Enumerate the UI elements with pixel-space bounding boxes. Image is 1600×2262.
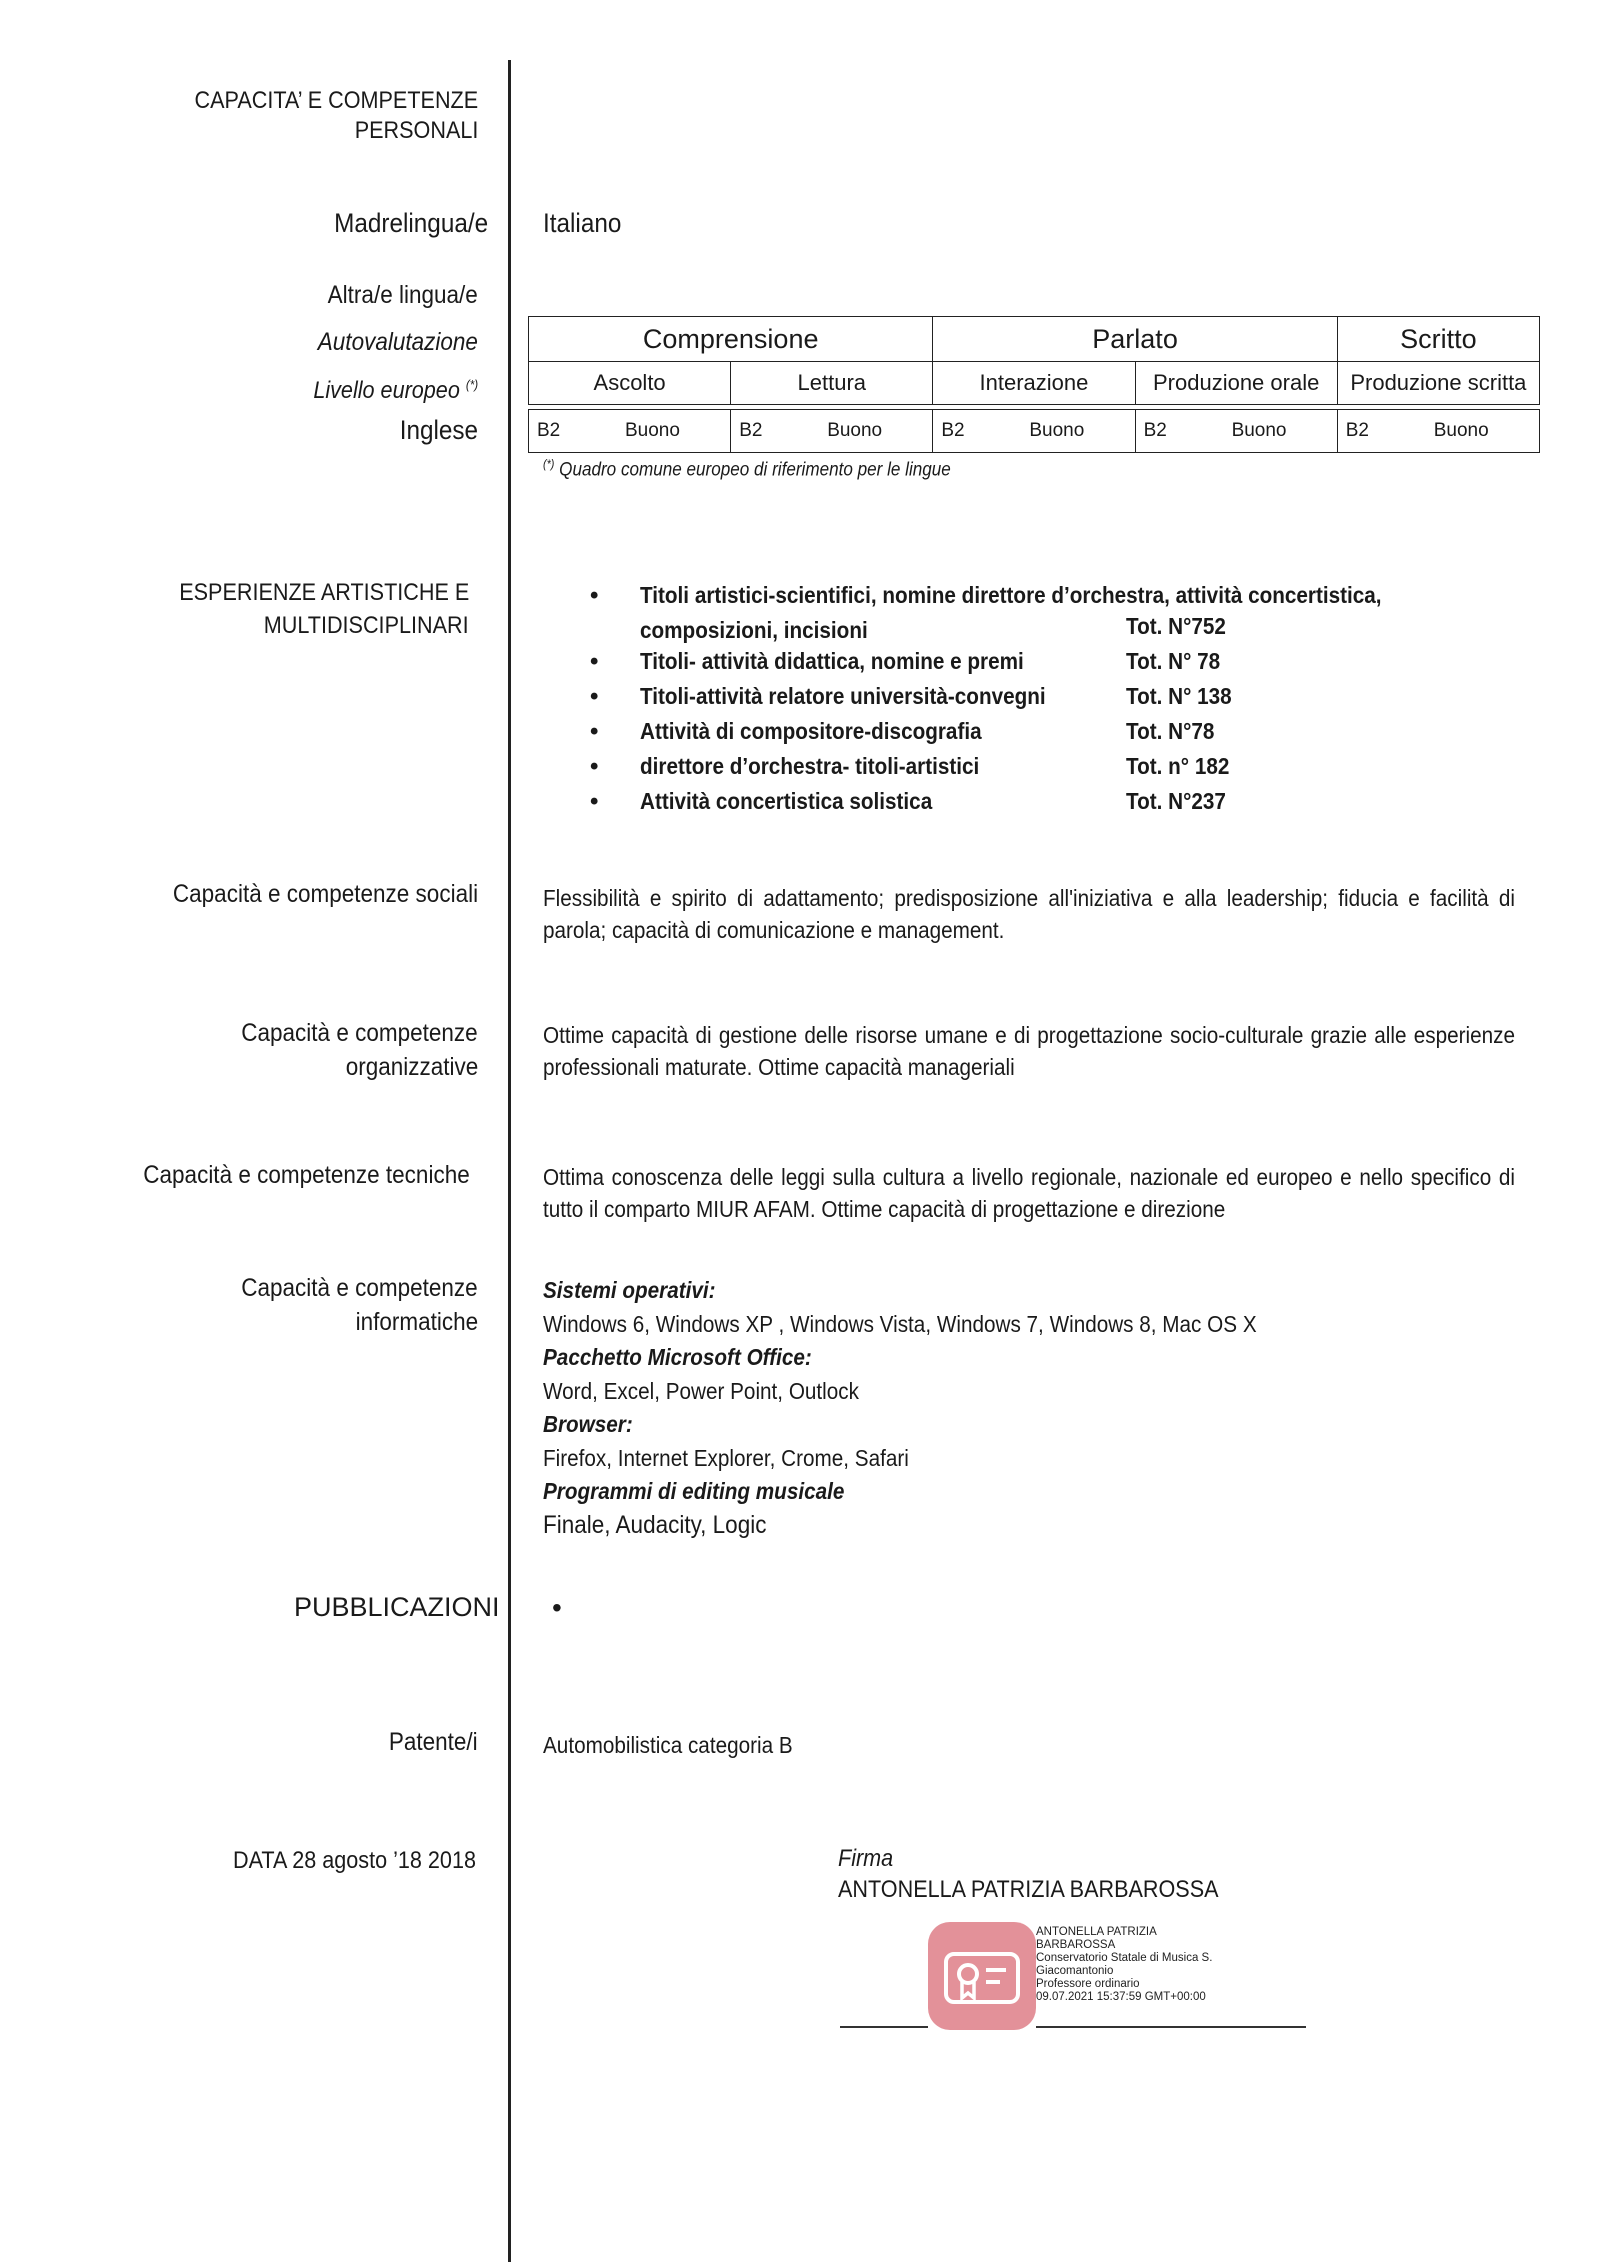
item-total: Tot. n° 182 [1126, 753, 1230, 779]
european-level-text: Livello europeo [313, 377, 460, 404]
item-text: direttore d’orchestra- titoli-artistici [640, 753, 980, 779]
self-assessment-label: Autovalutazione [317, 328, 478, 356]
header-comprensione: Comprensione [529, 317, 933, 362]
signer-name: ANTONELLA PATRIZIA BARBAROSSA [838, 1876, 1219, 1903]
item-text: Titoli- attività didattica, nomine e premi [640, 648, 1024, 674]
social-skills-label: Capacità e competenze sociali [172, 880, 478, 908]
music-editing-title: Programmi di editing musicale [543, 1478, 845, 1504]
item-total: Tot. N° 138 [1126, 683, 1232, 709]
office-title: Pacchetto Microsoft Office: [543, 1344, 812, 1370]
artistic-list [590, 578, 1490, 819]
signature-line-right [1036, 2026, 1306, 2028]
vertical-divider [508, 60, 511, 2262]
subheader-interazione: Interazione [933, 362, 1135, 405]
it-skills-label-line2: informatiche [355, 1308, 478, 1336]
language-table-subheader-row [529, 362, 1540, 405]
item-text: Attività concertistica solistica [640, 788, 933, 814]
european-level-mark: (*) [465, 377, 478, 392]
bullet-icon: • [590, 648, 599, 675]
bullet-icon: • [590, 788, 599, 815]
table-cell [1337, 410, 1539, 453]
footnote-text: Quadro comune europeo di riferimento per le lingue [559, 459, 951, 481]
item-total: Tot. N°752 [1126, 613, 1226, 639]
office-text: Word, Excel, Power Point, Outlock [543, 1378, 859, 1404]
language-table-header-row [529, 317, 1540, 362]
certificate-icon [928, 1922, 1036, 2030]
cell-level: B2 [941, 420, 965, 441]
publications-bullet-icon: • [552, 1592, 562, 1623]
signature-line-left [840, 2026, 928, 2028]
footnote-mark: (*) [543, 457, 555, 471]
list-item [590, 749, 1490, 784]
list-item [590, 679, 1490, 714]
os-title: Sistemi operativi: [543, 1277, 716, 1303]
artistic-label-line1: ESPERIENZE ARTISTICHE E [178, 579, 469, 606]
music-editing-text: Finale, Audacity, Logic [543, 1511, 767, 1539]
artistic-label-line2: MULTIDISCIPLINARI [264, 612, 469, 639]
subheader-lettura: Lettura [731, 362, 933, 405]
header-parlato: Parlato [933, 317, 1337, 362]
bullet-icon: • [590, 582, 599, 609]
cell-desc: Buono [827, 420, 883, 441]
cell-level: B2 [537, 420, 561, 441]
os-text: Windows 6, Windows XP , Windows Vista, Windows 7, Windows 8, Mac OS X [543, 1311, 1257, 1337]
list-item [590, 644, 1490, 679]
organizational-label-line1: Capacità e competenze [241, 1019, 478, 1047]
other-languages-label: Altra/e lingua/e [327, 281, 478, 309]
item-text: Attività di compositore-discografia [640, 718, 982, 744]
item-total: Tot. N°237 [1126, 788, 1226, 814]
it-skills-label-line1: Capacità e competenze [241, 1274, 478, 1302]
list-item [590, 784, 1490, 819]
firma-label: Firma [838, 1845, 894, 1872]
footnote [543, 457, 951, 481]
license-label: Patente/i [389, 1728, 478, 1756]
stamp-line: BARBAROSSA [1036, 1939, 1116, 1951]
table-cell [529, 410, 731, 453]
browser-title: Browser: [543, 1411, 633, 1437]
stamp-line: Conservatorio Statale di Musica S. [1036, 1952, 1213, 1964]
bullet-icon: • [590, 718, 599, 745]
cell-desc: Buono [625, 420, 680, 441]
cell-level: B2 [739, 420, 763, 441]
subheader-ascolto: Ascolto [529, 362, 731, 405]
stamp-line: ANTONELLA PATRIZIA [1036, 1926, 1157, 1938]
cell-level: B2 [1143, 420, 1167, 441]
date-label: DATA 28 agosto ’18 2018 [233, 1847, 476, 1874]
cell-desc: Buono [1231, 420, 1287, 441]
list-item [590, 578, 1490, 644]
stamp-line: Giacomantonio [1036, 1965, 1114, 1977]
stamp-line: 09.07.2021 15:37:59 GMT+00:00 [1036, 1991, 1206, 2003]
bullet-icon: • [590, 753, 599, 780]
list-item [590, 714, 1490, 749]
mother-tongue-value: Italiano [543, 208, 622, 238]
item-text: Titoli-attività relatore università-convegni [640, 683, 1046, 709]
cell-desc: Buono [1433, 420, 1489, 441]
social-skills-text: Flessibilità e spirito di adattamento; predisposizione all'iniziativa e alla leadership; fiducia e facilità di parola; capacità di comunicazione e management. [543, 885, 1515, 943]
item-total: Tot. N°78 [1126, 718, 1215, 744]
table-row [529, 410, 1540, 453]
publications-label: PUBBLICAZIONI [294, 1592, 500, 1622]
item-total: Tot. N° 78 [1126, 648, 1221, 674]
organizational-text: Ottime capacità di gestione delle risorse umane e di progettazione socio-culturale grazie alle esperienze professionali maturate. Ottime capacità manageriali [543, 1022, 1515, 1080]
technical-skills-label: Capacità e competenze tecniche [143, 1161, 470, 1189]
organizational-label-line2: organizzative [345, 1053, 478, 1081]
language-name-inglese: Inglese [399, 415, 478, 445]
table-cell [933, 410, 1135, 453]
subheader-produzione-orale: Produzione orale [1135, 362, 1337, 405]
table-cell [731, 410, 933, 453]
cell-desc: Buono [1029, 420, 1085, 441]
bullet-icon: • [590, 683, 599, 710]
license-value: Automobilistica categoria B [543, 1732, 793, 1758]
section-personal-title-line2: PERSONALI [354, 117, 478, 144]
header-scritto: Scritto [1337, 317, 1539, 362]
language-table [528, 316, 1540, 453]
stamp-line: Professore ordinario [1036, 1978, 1140, 1990]
item-text: Titoli artistici-scientifici, nomine direttore d’orchestra, attività concertistica, [640, 582, 1382, 608]
item-text-continued: composizioni, incisioni [640, 617, 868, 643]
technical-skills-text: Ottima conoscenza delle leggi sulla cultura a livello regionale, nazionale ed europeo e nello specifico di tutto il comparto MIUR AFAM. Ottime capacità di progettazione e direzione [543, 1164, 1515, 1222]
mother-tongue-label: Madrelingua/e [333, 208, 488, 238]
table-cell [1135, 410, 1337, 453]
cell-level: B2 [1345, 420, 1369, 441]
european-level-label [313, 370, 478, 406]
digital-signature-stamp [928, 1922, 1036, 2030]
stamp-details [1036, 1926, 1212, 2004]
subheader-produzione-scritta: Produzione scritta [1337, 362, 1539, 405]
section-personal-title-line1: CAPACITA’ E COMPETENZE [194, 87, 478, 114]
browser-text: Firefox, Internet Explorer, Crome, Safari [543, 1445, 909, 1471]
